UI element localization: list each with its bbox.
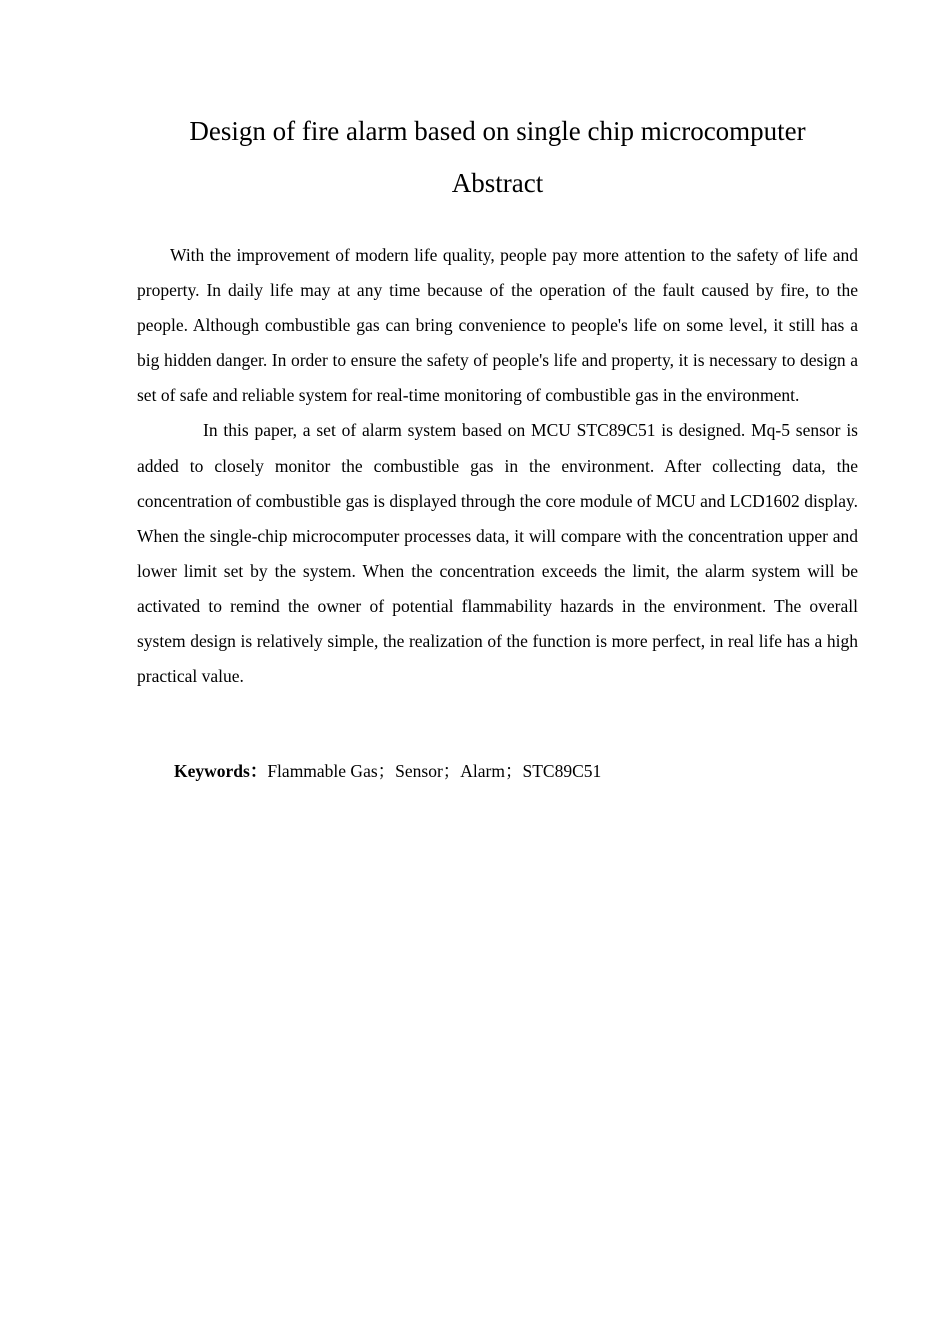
- paper-title: Design of fire alarm based on single chip microcomputer: [189, 116, 806, 146]
- abstract-paragraph-1: With the improvement of modern life quality, people pay more attention to the safety of life and property. In daily life may at any time because of the operation of the fault caused by fire, to the people. Although combustible gas can bring convenience to people's life on some level, it still has a big hidden danger. In order to ensure the safety of people's life and property, it is necessary to design a set of safe and reliable system for real-time monitoring of combustible gas in the environment.: [137, 245, 858, 406]
- keywords-label: Keywords：: [174, 761, 268, 781]
- abstract-body: [137, 238, 858, 694]
- abstract-heading: Abstract: [451, 168, 544, 198]
- keywords-line: [174, 756, 601, 786]
- keywords-list: Flammable Gas；Sensor；Alarm；STC89C51: [267, 761, 602, 781]
- abstract-paragraph-2: In this paper, a set of alarm system based on MCU STC89C51 is designed. Mq-5 sensor is added to closely monitor the combustible gas in the environment. After collecting data, the concentration of combustible gas is displayed through the core module of MCU and LCD1602 display. When the single-chip microcomputer processes data, it will compare with the concentration upper and lower limit set by the system. When the concentration exceeds the limit, the alarm system will be activated to remind the owner of potential flammability hazards in the environment. The overall system design is relatively simple, the realization of the function is more perfect, in real life has a high practical value.: [137, 420, 858, 687]
